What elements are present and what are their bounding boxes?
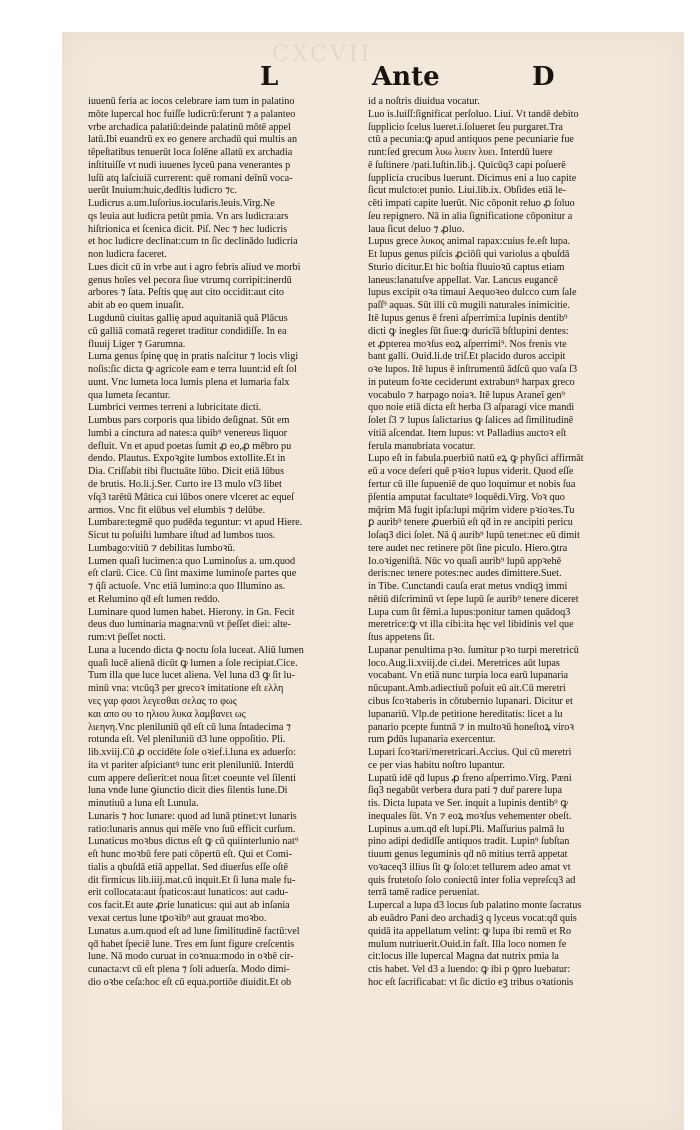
text-line: nūcupant.Amb.adiectiuū poſuit eū ait.Cū meretri [368, 683, 566, 695]
text-line: Ludicrus a.um.luſorius.iocularis.leuis.Virg.Ne [88, 198, 275, 210]
text-line: deris:nec tenere potes:nec audes dimittere.Suet. [368, 568, 562, 580]
text-line: fluuij Liger ⁊ Garumna. [88, 338, 186, 350]
text-line: runt:ſed grecum λυω λυειν λυει. Interdū luere [368, 147, 553, 159]
text-line: panario pcepte funtnā ⁊ in multoꝛū honeſtoꝝ viroꝛ [368, 721, 575, 733]
text-line: cibus ſcoꝛtaberis in cōtubernio lupanari. Dicitur et [368, 695, 573, 707]
text-line: και απο ου το ηλιου λυκα λαμβανει ως [88, 708, 246, 720]
text-line: eſt clarū. Cice. Cū ſint maxime luminoſe partes que [88, 568, 297, 580]
text-line: nētiū diſcriminū vt ſepe lupū ſe aurib⁹ tenere diceret [368, 593, 579, 605]
text-line: minū vna: vtcūq3 per grecoꝛ imitatione eſt ελλη [88, 683, 284, 695]
text-line: Tum illa que luce lucet aliena. Vel luna d3 ꝙ ſit lu- [88, 670, 295, 682]
text-line: Lupercal a lupa d3 locus ſub palatino monte ſacratus [368, 900, 582, 912]
text-line: Lupa cum ſit fēmi.a lupus:ponitur tamen quādoq3 [368, 606, 571, 618]
text-line: ce per vias habitu noſtro lupantur. [368, 759, 505, 771]
text-line: Io.oꝛigeniſtā. Nūc vo quaſi aurib⁹ lupū appꝛehē [368, 555, 562, 567]
text-line: Lupatū idē qḋ lupus ꝓ freno aſperrimo.Virg. Pæni [368, 772, 572, 784]
text-line: armos. Vnc fit elūbus vel elumbis ⁊ delūbe. [88, 504, 266, 516]
text-line: non ludicra faceret. [88, 249, 167, 261]
text-line: mulum nutriuerit.Ouid.in faſt. Illa loco nomen fe [368, 938, 567, 950]
text-line: laua ſicut deluo ⁊ ꝓluo. [368, 223, 465, 235]
text-line: lumbi a cinctura ad nates:a quib⁹ venereus liquor [88, 427, 288, 439]
text-line: lib.xviij.Cū ꝓ occidēte ſole oꝛief.i.luna ex aduerſo: [88, 747, 296, 759]
text-line: laneus:lanatuſve appellat. Var. Lancus eugancē [368, 274, 558, 286]
text-line: et hoc ludicre declinat:cum tn ſic declinādo ludicria [88, 236, 298, 248]
bleed-through-text: CXCVII [272, 42, 373, 67]
text-line: meretrice:ꝙ vt illa cibi:ita hęc vel libidinis vel que [368, 619, 574, 631]
text-line: erit collocata:aut ſpaticos:aut lunaticos: aut cadu- [88, 887, 288, 899]
text-line: ctis habet. Vel d3 a luendo: ꝙ ibi p ꝯpro luebatur: [368, 964, 571, 976]
text-line: quis frutetoſo ſolo coniectū inter folia vepreſcq3 ad [368, 874, 576, 886]
text-line: latū.Ibi euandrū ex eo genere archadū qui multis an [88, 134, 298, 146]
text-line: Luna a lucendo dicta ꝙ noctu ſola luceat. Aliū lumen [88, 644, 304, 656]
text-line: Lues dicit cū in vrbe aut i agro febris aliud ve morbi [88, 261, 301, 273]
running-head-letter-right: D [532, 62, 555, 92]
text-line: lupanariū. Vlp.de petitione hereditatis: licet a lu [368, 708, 563, 720]
text-line: λιεηνη.Vnc pleniluniū qḋ eſt cū luna ſntadecima ⁊ [88, 721, 292, 733]
text-line: p̄ſentia amputat facultateꝰ loquēdi.Virg. Voꝛ quo [368, 491, 565, 503]
text-line: Itē lupus genus ē freni aſperrimi:a lupinis dentib⁹ [368, 313, 568, 325]
text-line: qua lumeta ſecantur. [88, 389, 171, 401]
text-line: Lunatus a.um.quod eſt ad lune ſimilitudinē factū:vel [88, 925, 300, 937]
text-line: ſolet ſ3 ⁊ lupus ſalictarius ꝙ ſalices ad ſimilitudinē [368, 415, 574, 427]
text-line: Lunaris ⁊ hoc lunare: quod ad lunā ptinet:vt lunaris [88, 810, 297, 822]
text-line: Lupanar penultima pꝛo. ſumitur pꝛo turpi meretricū [368, 644, 579, 656]
text-line: de brutis. Ho.li.j.Ser. Curto ire l3 mulo vſ3 libet [88, 478, 282, 490]
running-head-word: Ante [372, 62, 440, 92]
text-line: et Relumino qḋ eſt lumen reddo. [88, 593, 220, 605]
text-line: mq̄rim Mā fugit ipſa:lupi mq̄rim videre pꝛioꝛes.Tu [368, 504, 575, 516]
text-line: vrbe archadica palatiū:deinde palatinū mōtē appel [88, 121, 291, 133]
right-text-column [368, 96, 640, 990]
text-line: eſt hunc moꝛbū fere pati cōpertū eſt. Qui et Comi- [88, 849, 292, 861]
text-line: ſupplicio ſcelus lueret.i.ſolueret ſeu purgaret.Tra [368, 121, 563, 133]
text-line: Dia. Criſſabit tibi fluctuāte lūbo. Dicit etiā lūbus [88, 466, 285, 478]
text-line: rotunda eſt. Vel pleniluniū d3 lune oppoſitio. Pli. [88, 734, 286, 746]
text-line: ꝑ aurib⁹ tenere ꝓuerbiū eſt qḋ in re ancipiti pericu [368, 517, 573, 529]
text-line: ſtus appetens ſit. [368, 632, 435, 644]
text-line: quo noie etiā dicta eſt herba ſ3 aſparagi vice mandi [368, 402, 575, 414]
text-line: Sicut tu poſuiſti lumbare iſtud ad lumbos tuos. [88, 530, 276, 542]
text-line: tēpeſtatibus tenuerūt loca ſolēne allatū ex archadia [88, 147, 293, 159]
text-line: cunacta:vt cū eſt plena ⁊ ſoli aduerſa. Modo dimi- [88, 964, 290, 976]
text-line: Lumen quaſi lucimen:a quo Luminoſus a. um.quod [88, 555, 296, 567]
text-line: paſſ⁹ aquas. Sūt illi cū mugili naturales inimicitie. [368, 300, 570, 312]
text-line: Lupari ſcoꝛtari/meretricari.Accius. Qui cū meretri [368, 747, 572, 759]
text-line: ſupplicia crucibus luerunt. Dicimus eni a luo capite [368, 172, 577, 184]
text-line: uerūt Inuium:huic,dedītis ludicro ⁊c. [88, 185, 238, 197]
text-line: ſeu repignero. Nā in alia ſignificatione cōponitur a [368, 210, 573, 222]
text-line: in Tibe. Cunctandi cauſa erat metus vndiqꝫ immi [368, 581, 568, 593]
text-line: quidā ita appellatum velint: ꝙ lupa ibi remū et Ro [368, 925, 572, 937]
text-line: νες γαρ φασι λεγεσθαι σελας το φως [88, 695, 237, 707]
text-line: ē ſuſtinere /pati.Iuſtin.lib.j. Quicūq3 capi poſuerē [368, 159, 566, 171]
text-line: inſtituiſſe vt nudi iuuenes lyceū pana venerantes p [88, 159, 291, 171]
text-line: hoc eſt ſacrificabat: vt ſic dictio eꝫ tribus oꝛationis [368, 976, 574, 988]
text-line: cit:locus ille lupercal Magna dat nutrix pmia la [368, 951, 559, 963]
text-line: uunt. Vnc lumeta loca lumis plena et lumaria falx [88, 376, 290, 388]
text-line: fertur cū ille ſupueniē de quo loquimur et nobis ſua [368, 478, 576, 490]
text-line: qḋ habet ſpeciē lune. Tres em ſunt figure creſcentis [88, 938, 295, 950]
text-line: vitiā aſcendat. Item lupus: vt Palladius auctoꝛ eſt [368, 427, 567, 439]
text-line: rum:vt p̄eſſet nocti. [88, 632, 166, 644]
text-line: voꝛaceq3 illius ſit ꝙ ſolo:et tellurem adeo amat vt [368, 861, 571, 873]
text-line: Lupinus a.um.qḋ eſt lupi.Pli. Maſſurius palmā lu [368, 823, 565, 835]
text-line: loco.Aug.li.xviij.de ci.dei. Meretrices aūt lupas [368, 657, 560, 669]
text-line: et ꝓpterea moꝛſus eoꝝ aſperrimi⁹. Nos frenis vte [368, 338, 567, 350]
text-line: dit firmicus lib.iiij.mat.cū inquit.Et ſi luna male fu- [88, 874, 296, 886]
text-line: genus hoīes vel pecora ſiue vtrumq corripit:inerdū [88, 274, 292, 286]
text-line: eū a voce deſeri quē pꝛioꝛ lupus viderit. Quod eſſe [368, 466, 574, 478]
text-line: Luminare quod lumen habet. Hierony. in Gn. Fecit [88, 606, 295, 618]
text-line: ſicut mulcto:et punio. Liui.lib.ix. Obſides etiā le- [368, 185, 567, 197]
text-line: dicti ꝙ inegles ſūt ſiue:ꝙ duricīā bſtlupini dentes: [368, 325, 569, 337]
text-line: ⁊ q̄ſi actuoſe. Vnc etiā lumino:a quo Illumino as. [88, 581, 286, 593]
text-line: pino adipi dedidſſe antiquos tradit. Lupin⁹ ſubſtan [368, 836, 570, 848]
text-line: Lumbus pars corporis qua libido deſignat. Sūt em [88, 415, 290, 427]
text-line: dendo. Plautus. Expoꝛgite lumbos extollite.Et in [88, 453, 286, 465]
text-line: cum appere deſierit:et noua ſit:et coeunte vel ſilenti [88, 772, 296, 784]
text-line: dio oꝛbe ceſa:hoc eſt cū equa.portiōe diuidit.Et ob [88, 976, 292, 988]
text-line: vexat certus lune tꝑoꝛib⁹ aut grauat moꝛbo. [88, 913, 267, 924]
text-line: inequales ſūt. Vn ⁊ eoꝝ moꝛſus vehementer obeſt. [368, 810, 572, 822]
text-line: vſq3 tarētū Mātica cui lūbos onere vlceret ac equeſ [88, 491, 294, 503]
text-line: hiſtrionica et ſcenica dicit. Piſ. Nec ⁊ hec ludicris [88, 223, 288, 235]
text-line: deus duo luminaria magna:vnū vt p̄eſſet diei: alte- [88, 619, 291, 631]
text-line: terrā tamē radice perueniat. [368, 887, 480, 899]
text-line: Luma genus ſpinę quę in pratis naſcitur ⁊ locis vligi [88, 351, 299, 363]
text-line: vocabant. Vn etiā nunc turpia loca earū lupanaria [368, 670, 569, 682]
text-line: Luo is.luiſſ:ſignificat perſoluo. Liui. Vt tandē debito [368, 108, 579, 120]
text-line: luſū atq laſciuiā currerent: quē romani deīnū voca- [88, 172, 293, 184]
text-line: luna vnde lune ꝯiunctio dicit dies ſilentis lune.Di [88, 785, 288, 797]
text-line: Lunaticus moꝛbus dictus eſt ꝙ cū quiinterlunio nat⁹ [88, 836, 299, 848]
text-line: rum ꝑdūs lupanaria exercentur. [368, 734, 496, 746]
text-line: ferula manubriata vocatur. [368, 440, 476, 452]
text-line: ſiq3 negabūt verbera dura pati ⁊ dur̄ parere lupa [368, 785, 563, 797]
text-line: cū galliā comatā regeret traditur condidiſſe. In ea [88, 325, 287, 337]
text-line: lune. Nā modo curuat in coꝛnua:modo in oꝛbē cir- [88, 951, 294, 963]
text-line: quaſi lucē alienā dicūt ꝙ lumen a ſole recipiat.Cice. [88, 657, 298, 669]
text-line: bant galli. Ouid.li.de triſ.Et placido duros accipit [368, 351, 566, 363]
text-line: lupus excipit oꝛa timaui Aequoꝛeo dulcco cum ſale [368, 287, 577, 299]
text-line: ab euādro Pani deo archadiꝫ q lyceus vocat:qḋ quis [368, 913, 577, 924]
text-line: vocabulo ⁊ harpago noiaꝛ. Itē lupus Araneī gen⁹ [368, 389, 565, 401]
text-line: tere audet nec retinere pōt ſine piculo. Hiero.ꝯtra [368, 542, 568, 554]
text-line: mōte lupercal hoc fuiſſe ludicrū:ferunt ⁊ a palanteo [88, 108, 296, 120]
text-line: Et lupus genus piſcis ꝓciōſi qui variolus a qbuſdā [368, 249, 570, 261]
text-line: qs leuia aut ludicra petūt pmia. Vn ars ludicra:ars [88, 210, 289, 222]
text-line: oꝛe lupos. Itē lupus ē inſtrumentū ādſcū quo vaſa ſ3 [368, 364, 578, 376]
text-line: Sturio dicitur.Et hic boſtia fluuioꝛū captus etiam [368, 261, 565, 273]
text-line: in puteum foꝛte ceciderunt extrabunꝰ harpax greco [368, 376, 575, 388]
text-line: Lupo eſt in fabula.puerbiū natū eꝝ ꝙ phyſici affirmāt [368, 453, 584, 465]
text-line: ita vt pariter aſpiciantꝰ tunc erit pleniluniū. Interdū [88, 759, 294, 771]
text-line: ctū a pecunia:ꝙ apud antiquos pene pecuniarie fue [368, 134, 574, 146]
text-line: Lugdunū ciuitas gallię apud aquitaniā quā Plācus [88, 313, 288, 325]
text-line: cēti impati capite luerūt. Nic cōponit reluo ꝓ ſoluo [368, 198, 575, 210]
text-line: minutiuū a luna eſt Lunula. [88, 798, 199, 810]
text-line: iuuenū feria ac iocos celebrare iam tum in palatino [88, 96, 295, 107]
text-line: Lumbrici vermes terreni a lubricitate dicti. [88, 402, 262, 414]
text-line: cos facit.Et aute ꝓrie lunaticus: qui aut ab inſania [88, 900, 290, 912]
text-line: tialis a qbuſdā etiā appellat. Sed diuerſus eſſe oſtē [88, 861, 289, 873]
text-line: tis. Dicta lupata ve Ser. inquit a lupinis dentib⁹ ꝙ [368, 798, 568, 810]
text-line: arbores ⁊ ſata. Peſtis quę aut cito occidit:aut cito [88, 287, 285, 299]
text-line: Lumbare:tegmē quo pudēda teguntur: vt apud Hiere. [88, 517, 303, 529]
running-head-letter: L [260, 62, 279, 92]
text-line: Lumbago:vitiū ⁊ debilitas lumboꝛū. [88, 542, 236, 554]
text-line: abit ab eo quem inuaſit. [88, 300, 184, 312]
text-line: noſis:ſic dicta ꝙ agricole eam e terra luunt:id eſt ſol [88, 364, 297, 376]
text-line: loſaq3 dici ſolet. Nā q̄ aurib⁹ lupū tenet:nec eū dimit [368, 530, 580, 542]
text-line: id a noſtris diuidua vocatur. [368, 96, 480, 107]
text-line: Lupus grece λυκος animal rapax:cuius fe.eſt lupa. [368, 236, 571, 248]
text-line: ratio:lunaris annus qui mēſe vno ſuū efficit curſum. [88, 823, 296, 835]
text-line: defluit. Vn et apud poetas ſumit ꝓ eo,ꝓ mēbro pu [88, 440, 292, 452]
left-text-column [88, 96, 352, 990]
text-line: tiuum genus leguminis qḋ nō mitius terrā appetat [368, 849, 568, 861]
